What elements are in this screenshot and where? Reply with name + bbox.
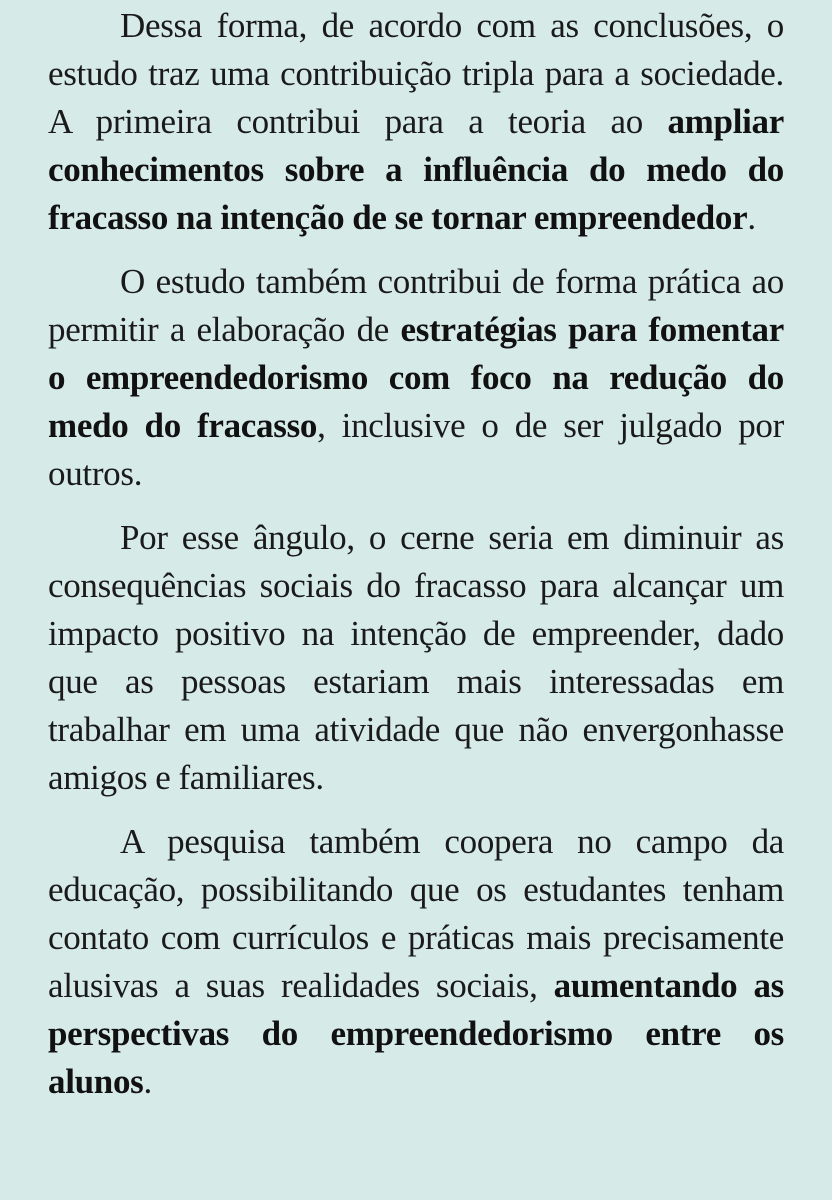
paragraph-2-text-2: , inclusive o de ser julgado por outros. bbox=[48, 406, 784, 493]
paragraph-2 bbox=[48, 258, 784, 498]
paragraph-4 bbox=[48, 818, 784, 1106]
paragraph-4-text-2: . bbox=[143, 1062, 152, 1101]
document-body bbox=[48, 0, 784, 1122]
paragraph-2-emphasis: estratégias para fomentar o empreendedorismo com foco na redução do medo do fracasso bbox=[48, 310, 784, 445]
paragraph-1 bbox=[48, 2, 784, 242]
paragraph-1-text-1: Dessa forma, de acordo com as conclusões, o estudo traz uma contribuição tripla para a sociedade. A primeira contribui para a teoria ao bbox=[48, 6, 784, 141]
paragraph-1-text-2: . bbox=[747, 198, 756, 237]
paragraph-4-text-1: A pesquisa também coopera no campo da educação, possibilitando que os estudantes tenham contato com currículos e práticas mais precisamente alusivas a suas realidades sociais, bbox=[48, 822, 784, 1005]
paragraph-1-emphasis: ampliar conhecimentos sobre a influência do medo do fracasso na intenção de se tornar empreendedor bbox=[48, 102, 784, 237]
paragraph-3-text-1: Por esse ângulo, o cerne seria em diminuir as consequências sociais do fracasso para alcançar um impacto positivo na intenção de empreender, dado que as pessoas estariam mais interessadas em trabalhar em uma atividade que não envergonhasse amigos e familiares. bbox=[48, 518, 784, 797]
paragraph-4-emphasis: aumentando as perspectivas do empreendedorismo entre os alunos bbox=[48, 966, 784, 1101]
paragraph-2-text-1: O estudo também contribui de forma prática ao permitir a elaboração de bbox=[48, 262, 784, 349]
paragraph-3 bbox=[48, 514, 784, 802]
